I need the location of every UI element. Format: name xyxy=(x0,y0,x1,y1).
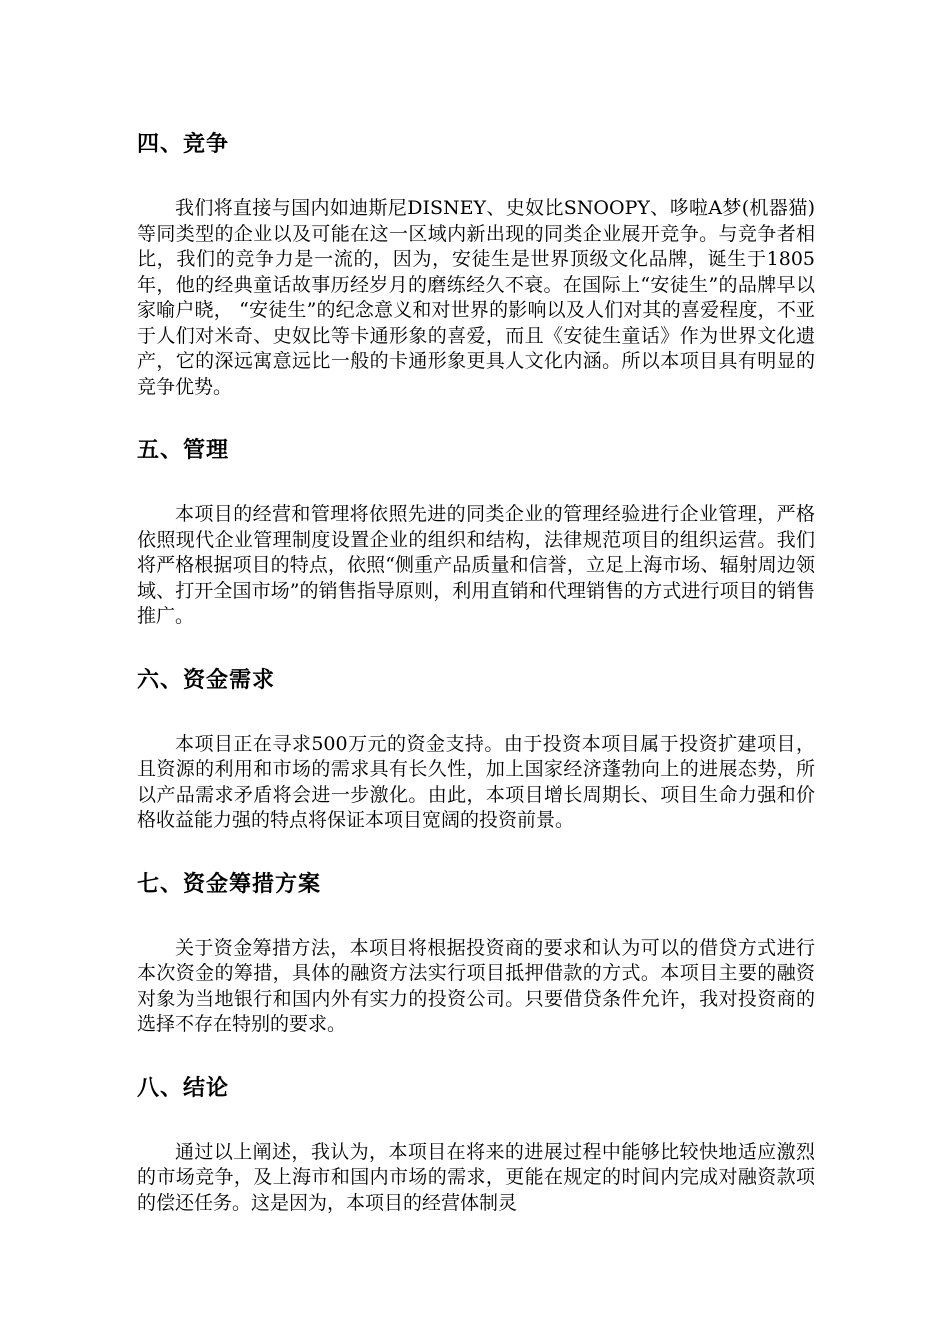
section-heading-competition: 四、竞争 xyxy=(137,132,230,157)
section-heading-funding-needs: 六、资金需求 xyxy=(137,667,276,693)
section-heading-funding-plan: 七、资金筹措方案 xyxy=(137,871,322,897)
section-paragraph-funding-needs: 本项目正在寻求500万元的资金支持。由于投资本项目属于投资扩建项目，且资源的利用和市场的需求具有长久性，加上国家经济蓬勃向上的进展态势，所以产品需求矛盾将会进一步激化。由此，本项目增长周期长、项目生命力强和价格收益能力强的特点将保证本项目宽阔的投资前景。 xyxy=(137,732,815,831)
section-paragraph-conclusion: 通过以上阐述，我认为，本项目在将来的进展过程中能够比较快地适应激烈的市场竞争，及上海市和国内市场的需求，更能在规定的时间内完成对融资款项的偿还任务。这是因为，本项目的经营体制灵 xyxy=(137,1140,815,1214)
section-heading-management: 五、管理 xyxy=(137,438,230,463)
section-heading-conclusion: 八、结论 xyxy=(137,1075,230,1101)
document-page xyxy=(137,128,815,1216)
section-paragraph-funding-plan: 关于资金筹措方法，本项目将根据投资商的要求和认为可以的借贷方式进行本次资金的筹措，具体的融资方法实行项目抵押借款的方式。本项目主要的融资对象为当地银行和国内外有实力的投资公司。只要借贷条件允许，我对投资商的选择不存在特别的要求。 xyxy=(137,936,815,1035)
section-paragraph-management: 本项目的经营和管理将依照先进的同类企业的管理经验进行企业管理，严格依照现代企业管理制度设置企业的组织和结构，法律规范项目的组织运营。我们将严格根据项目的特点，依照“侧重产品质量和信誉，立足上海市场、辐射周边领域、打开全国市场”的销售指导原则，利用直销和代理销售的方式进行项目的销售推广。 xyxy=(137,503,815,627)
section-paragraph-competition: 我们将直接与国内如迪斯尼DISNEY、史奴比SNOOPY、哆啦A梦(机器猫)等同类型的企业以及可能在这一区域内新出现的同类企业展开竞争。与竞争者相比，我们的竞争力是一流的，因为，安徒生是世界顶级文化品牌，诞生于1805年，他的经典童话故事历经岁月的磨练经久不衰。在国际上“安徒生”的品牌早以家喻户晓， “安徒生”的纪念意义和对世界的影响以及人们对其的喜爱程度，不亚于人们对米奇、史奴比等卡通形象的喜爱，而且《安徒生童话》作为世界文化遗产，它的深远寓意远比一般的卡通形象更具人文化内涵。所以本项目具有明显的竞争优势。 xyxy=(137,197,815,398)
